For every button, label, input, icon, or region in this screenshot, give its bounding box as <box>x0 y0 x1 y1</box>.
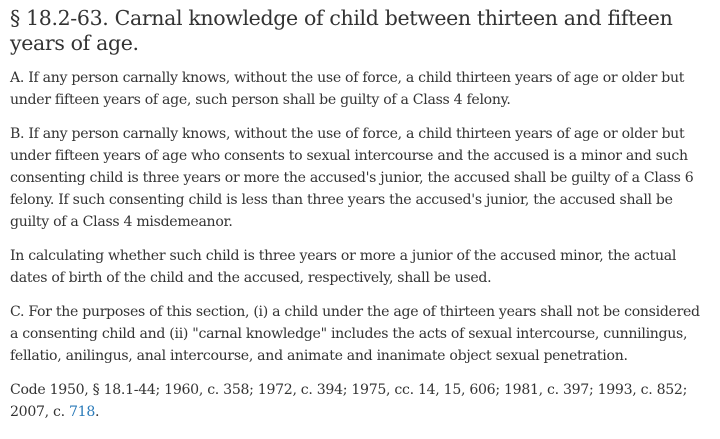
chapter-718-link[interactable]: 718 <box>68 404 95 420</box>
history-text: Code 1950, § 18.1-44; 1960, c. 358; 1972, c. 394; 1975, cc. 14, 15, 606; 1981, c. 397; 1993, c. 852; 2007, c. <box>10 382 688 420</box>
subsection-a: A. If any person carnally knows, without the use of force, a child thirteen years of age or older but under fifteen years of age, such person shall be guilty of a Class 4 felony. <box>10 70 685 108</box>
subsection-b: B. If any person carnally knows, without the use of force, a child thirteen years of age or older but under fifteen years of age who consents to sexual intercourse and the accused is a minor and such consenting child is three years or more the accused's junior, the accused shall be guilty of a Class 6 felony. If such consenting child is less than three years the accused's junior, the accused shall be guilty of a Class 4 misdemeanor. <box>10 126 694 230</box>
legislative-history <box>10 379 712 423</box>
history-suffix: . <box>95 404 100 420</box>
subsection-c: C. For the purposes of this section, (i) a child under the age of thirteen years shall not be considered a consenting child and (ii) "carnal knowledge" includes the acts of sexual intercourse, cunnilingus, fellatio, anilingus, anal intercourse, and animate and inanimate object sexual penetration. <box>10 304 700 364</box>
subsection-b-calculation: In calculating whether such child is three years or more a junior of the accused minor, the actual dates of birth of the child and the accused, respectively, shall be used. <box>10 248 677 286</box>
section-title: § 18.2-63. Carnal knowledge of child between thirteen and fifteen years of age. <box>10 6 673 55</box>
